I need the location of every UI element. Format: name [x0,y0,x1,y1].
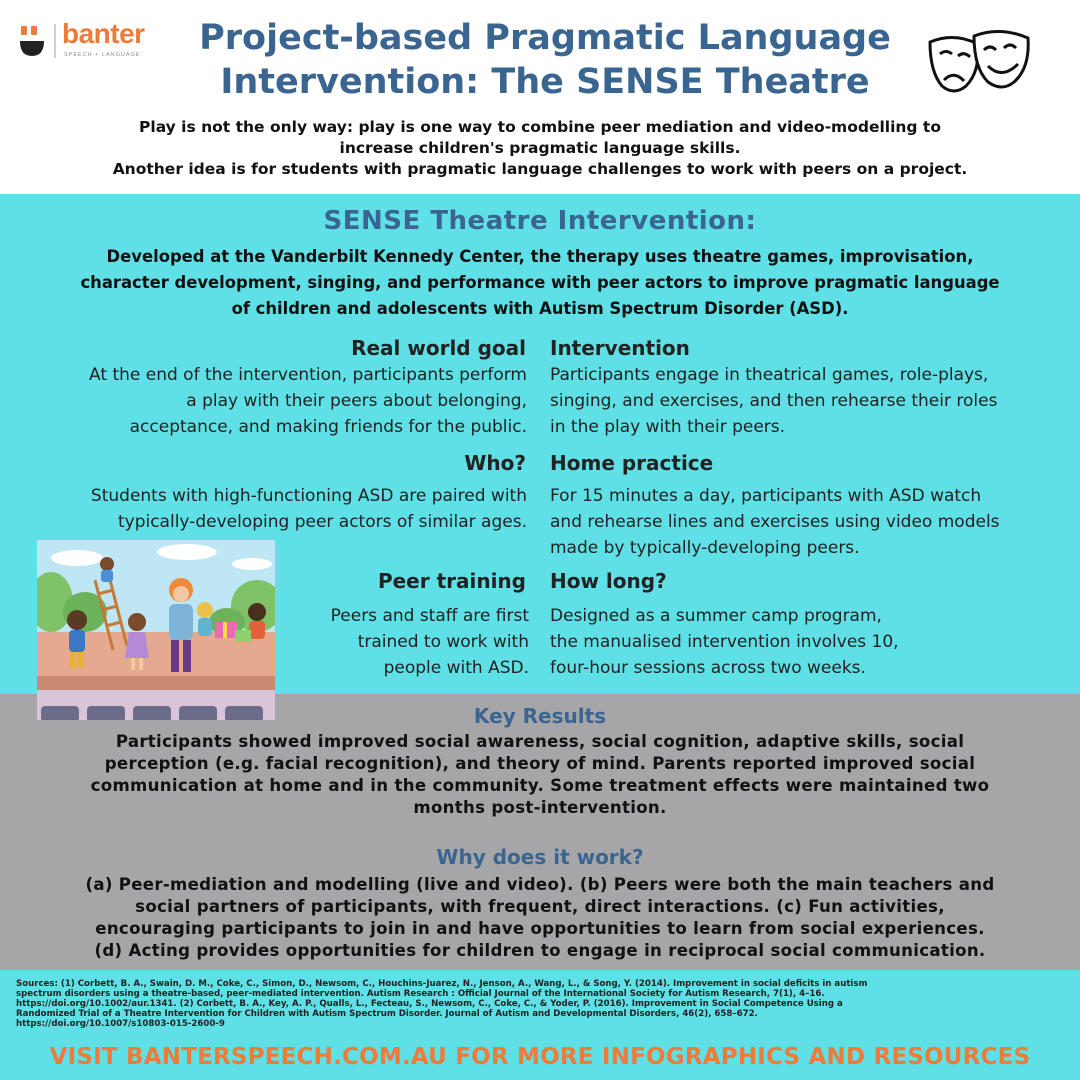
banter-logo[interactable] [18,18,158,62]
text-line: (a) Peer-mediation and modelling (live and video). (b) Peers were both the main teachers and [85,875,995,894]
how-long-title: How long? [550,569,667,593]
intervention-title: Intervention [550,336,690,360]
text-line: For 15 minutes a day, participants with ASD watch [550,486,982,506]
sense-heading: SENSE Theatre Intervention: [323,206,757,236]
source-line: spectrum disorders using a theatre-based, peer-mediated intervention. Autism Research : Official Journal of the International Society for Autism Research, 7(1), 4–16. [16,989,825,999]
text-line: typically-developing peer actors of similar ages. [117,512,527,532]
text-line: Students with high-functioning ASD are paired with [90,486,527,506]
text-line: people with ASD. [383,658,529,678]
intervention-text [550,362,1070,440]
sense-description-line: Developed at the Vanderbilt Kennedy Center, the therapy uses theatre games, improvisation, [106,247,974,266]
children-stage-illustration [37,540,275,720]
sense-description-line: character development, singing, and performance with peer actors to improve pragmatic language [80,273,1000,292]
intro-line: Another idea is for students with pragmatic language challenges to work with peers on a project. [112,160,968,178]
theatre-masks-icon [924,24,1034,104]
text-line: months post-intervention. [413,798,667,817]
real-world-goal-title: Real world goal [351,336,526,360]
text-line: a play with their peers about belonging, [186,391,527,411]
key-results-text [20,731,1060,819]
source-line: Randomized Trial of a Theatre Intervention for Children with Autism Spectrum Disorder. Journal of Autism and Developmental Disorders, 46(2), 658–672. [16,1009,758,1019]
text-line: and rehearse lines and exercises using video models [550,512,1000,532]
who-title: Who? [464,451,526,475]
who-text [20,483,527,535]
title-line: Project-based Pragmatic Language [199,18,891,58]
home-practice-title: Home practice [550,451,714,475]
text-line: social partners of participants, with frequent, direct interactions. (c) Fun activities, [135,897,945,916]
peer-training-text [280,603,529,681]
source-line: Sources: (1) Corbett, B. A., Swain, D. M., Coke, C., Simon, D., Newsom, C., Houchins-Juarez, N., Jenson, A., Wang, L., & Song, Y. (2014). Improvement in social deficits in autism [16,979,868,989]
peer-training-title: Peer training [377,569,526,593]
footer [0,970,1080,1080]
text-line: four-hour sessions across two weeks. [550,658,866,678]
text-line: made by typically-developing peers. [550,538,860,558]
text-line: Participants engage in theatrical games, role-plays, [550,365,989,385]
text-line: perception (e.g. facial recognition), and theory of mind. Parents reported improved social [104,754,976,773]
home-practice-text [550,483,1070,561]
sense-description-line: of children and adolescents with Autism Spectrum Disorder (ASD). [231,299,849,318]
text-line: Participants showed improved social awareness, social cognition, adaptive skills, social [115,732,965,751]
brand-tagline: SPEECH + LANGUAGE [64,52,141,58]
text-line: trained to work with [357,632,529,652]
page-title [160,16,930,104]
sense-description [20,244,1060,322]
sources-text [16,979,1066,1029]
text-line: Designed as a summer camp program, [550,606,882,626]
text-line: At the end of the intervention, participants perform [89,365,527,385]
source-line: https://doi.org/10.1007/s10803-015-2600-9 [16,1019,225,1029]
text-line: (d) Acting provides opportunities for children to engage in reciprocal social communication. [94,941,986,960]
key-results-heading: Key Results [473,704,607,728]
results-section [0,694,1080,970]
title-line: Intervention: The SENSE Theatre [220,62,870,102]
intro-line: Play is not the only way: play is one way to combine peer mediation and video-modelling to [139,118,941,136]
brand-name: banter [62,18,145,49]
text-line: the manualised intervention involves 10, [550,632,899,652]
intro-text [20,117,1060,180]
intro-line: increase children's pragmatic language skills. [339,139,741,157]
source-line: https://doi.org/10.1002/aur.1341. (2) Corbett, B. A., Key, A. P., Qualls, L., Fecteau, S., Newsom, C., Coke, C., & Yoder, P. (2016). Improvement in Social Competence Using a [16,999,843,1009]
header [0,0,1080,194]
text-line: communication at home and in the community. Some treatment effects were maintained two [90,776,990,795]
text-line: Peers and staff are first [330,606,529,626]
why-heading: Why does it work? [436,845,644,869]
how-long-text [550,603,1070,681]
text-line: acceptance, and making friends for the public. [129,417,527,437]
why-text [20,874,1060,962]
banter-logo-icon [18,24,46,58]
text-line: encouraging participants to join in and have opportunities to learn from social experiences. [95,919,985,938]
text-line: singing, and exercises, and then rehearse their roles [550,391,998,411]
logo-divider [54,24,56,58]
website-cta-link[interactable]: VISIT BANTERSPEECH.COM.AU FOR MORE INFOGRAPHICS AND RESOURCES [49,1044,1031,1070]
text-line: in the play with their peers. [550,417,786,437]
real-world-goal-text [20,362,527,440]
